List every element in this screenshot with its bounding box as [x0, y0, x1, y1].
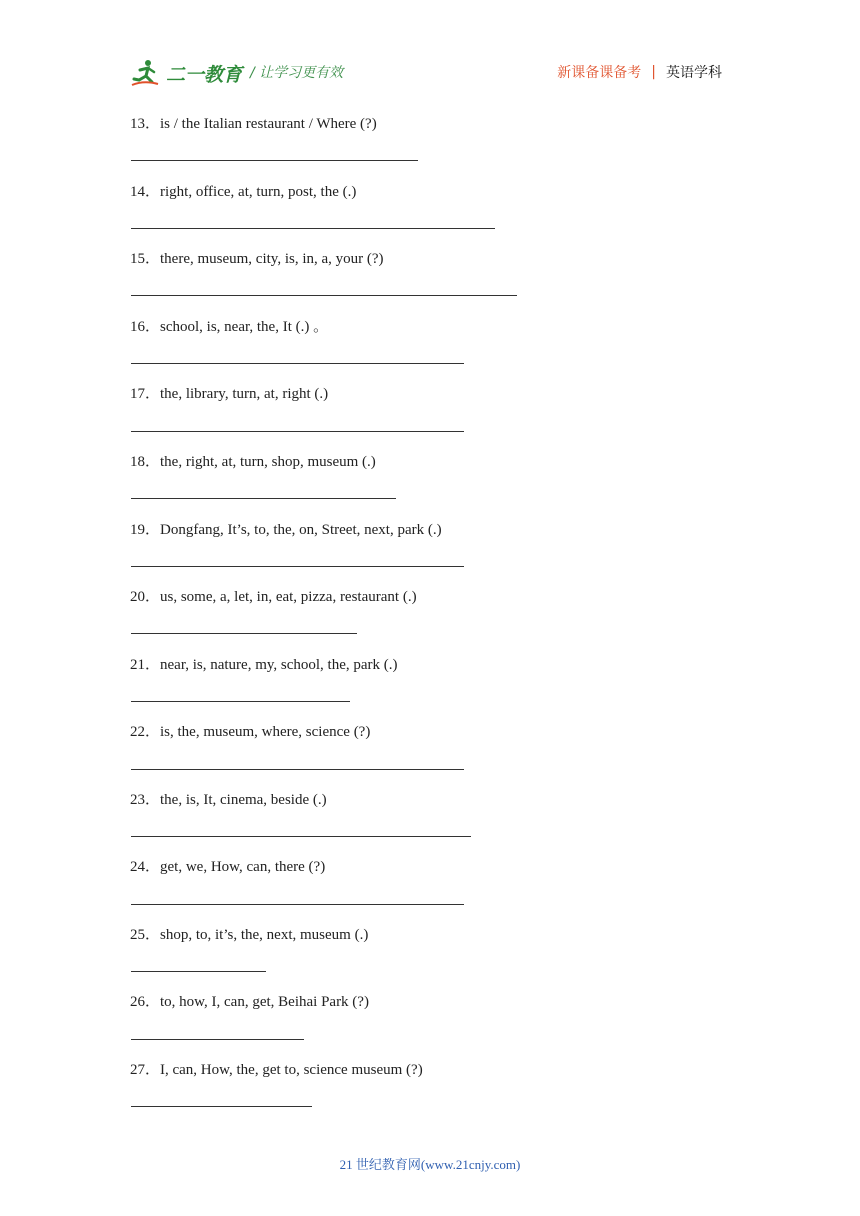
question-27: 27．I, can, How, the, get to, science museum (?) — [130, 1062, 423, 1078]
question-16: 16．school, is, near, the, It (.) 。 — [130, 319, 329, 335]
answer-line-26[interactable] — [131, 1039, 304, 1040]
question-17: 17．the, library, turn, at, right (.) — [130, 386, 329, 402]
answer-line-15[interactable] — [131, 295, 517, 296]
logo-text: 二一教育 — [166, 64, 243, 86]
answer-line-25[interactable] — [131, 971, 266, 972]
answer-line-19[interactable] — [131, 566, 464, 567]
question-26: 26．to, how, I, can, get, Beihai Park (?) — [130, 994, 369, 1010]
answer-line-17[interactable] — [131, 431, 464, 432]
question-14: 14．right, office, at, turn, post, the (.) — [130, 184, 357, 200]
question-22: 22．is, the, museum, where, science (?) — [130, 724, 371, 740]
slogan: / 让学习更有效 — [250, 65, 344, 81]
question-13: 13．is / the Italian restaurant / Where (?) — [130, 116, 377, 132]
subject-label: 英语学科 — [666, 65, 722, 81]
question-21: 21．near, is, nature, my, school, the, park (.) — [130, 657, 398, 673]
question-20: 20．us, some, a, let, in, eat, pizza, restaurant (.) — [130, 589, 417, 605]
course-label: 新课备课备考 — [557, 65, 642, 81]
question-15: 15．there, museum, city, is, in, a, your (?) — [130, 251, 384, 267]
question-24: 24．get, we, How, can, there (?) — [130, 859, 326, 875]
answer-line-23[interactable] — [131, 836, 471, 837]
page-header — [0, 0, 860, 100]
answer-line-21[interactable] — [131, 701, 350, 702]
answer-line-16[interactable] — [131, 363, 464, 364]
answer-line-13[interactable] — [131, 160, 418, 161]
question-25: 25．shop, to, it’s, the, next, museum (.) — [130, 927, 369, 943]
answer-line-24[interactable] — [131, 904, 464, 905]
header-separator: | — [651, 64, 656, 80]
answer-line-27[interactable] — [131, 1106, 312, 1107]
footer-text: 21 世纪教育网(www.21cnjy.com) — [339, 1157, 521, 1172]
question-18: 18．the, right, at, turn, shop, museum (.) — [130, 454, 376, 470]
answer-line-18[interactable] — [131, 498, 396, 499]
header-right — [557, 62, 722, 82]
answer-line-20[interactable] — [131, 633, 357, 634]
answer-line-22[interactable] — [131, 769, 464, 770]
question-23: 23．the, is, It, cinema, beside (.) — [130, 792, 327, 808]
runner-logo-icon — [130, 58, 160, 88]
answer-line-14[interactable] — [131, 228, 495, 229]
question-19: 19．Dongfang, It’s, to, the, on, Street, next, park (.) — [130, 522, 442, 538]
